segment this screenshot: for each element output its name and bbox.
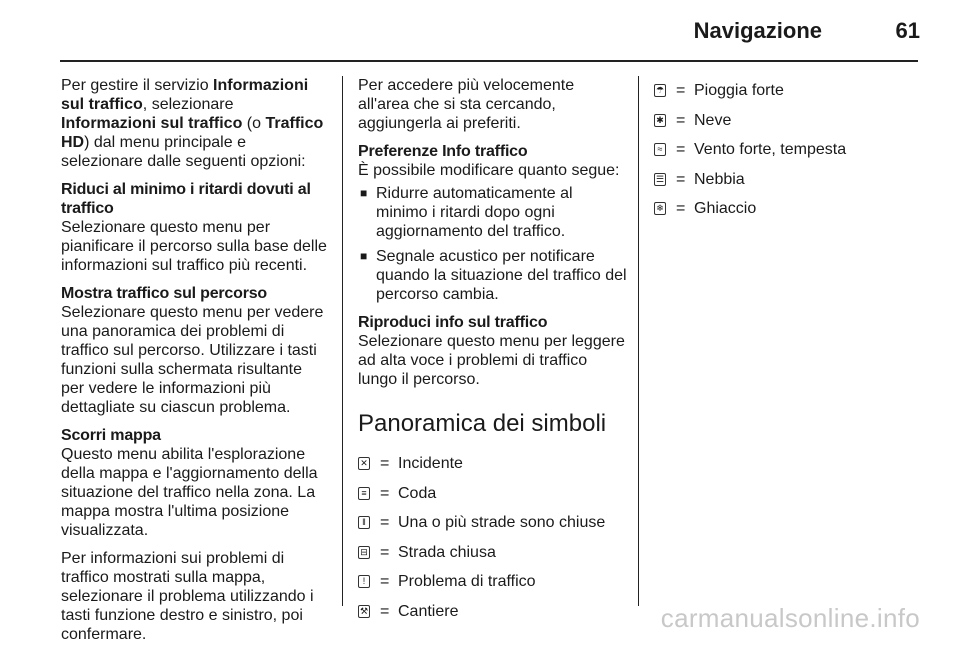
fog-icon: ☰ <box>655 173 665 184</box>
section-heading: Riproduci info sul traffico <box>358 314 548 331</box>
symbol-row: ‖ = Una o più strade sono chiuse <box>358 508 628 538</box>
column-1 <box>61 76 329 653</box>
menu-ref-traffic-info-2: Informazioni sul traffico <box>61 115 243 132</box>
column-3 <box>654 76 924 224</box>
symbol-row: ⚒ = Cantiere <box>359 602 459 620</box>
warning-icon: ! <box>358 575 370 588</box>
symbol-row: ≈ = Vento forte, tempesta <box>654 135 924 165</box>
symbol-label: Pioggia forte <box>694 82 784 100</box>
symbol-label: Coda <box>398 484 437 502</box>
header-divider <box>60 60 918 62</box>
page-title: Navigazione <box>693 18 822 43</box>
intro-paragraph: Per gestire il servizio Informazioni sul traffico, selezionare Informazioni sul traffico (o Traffico HD) dal menu principale e selezionare dalle seguenti opzioni: <box>61 77 324 170</box>
bullet-icon: ■ <box>360 249 368 263</box>
symbol-label: Una o più strade sono chiuse <box>398 514 606 532</box>
section-show-traffic <box>61 284 329 417</box>
section-body: Selezionare questo menu per vedere una panoramica dei problemi di traffico sul percorso. Utilizzare i tasti funzioni sulla schermata risultante per vedere le informazioni più dettagliate su ciascun problema. <box>61 304 324 416</box>
preferences-list <box>358 184 628 304</box>
symbol-row: ☂ = Pioggia forte <box>655 82 784 100</box>
weather-symbols-list <box>654 76 924 224</box>
symbol-row: ☰ = Nebbia <box>655 170 745 188</box>
section-minimize-delays <box>61 180 329 275</box>
symbol-label: Vento forte, tempesta <box>694 141 847 159</box>
roadworks-icon: ⚒ <box>359 605 369 616</box>
watermark: carmanualsonline.info <box>660 603 920 633</box>
section-body: Selezionare questo menu per pianificare il percorso sulla base delle informazioni sul traffico più recenti. <box>61 219 327 274</box>
list-item: ■ Segnale acustico per notificare quando la situazione del traffico del percorso cambia. <box>360 248 627 303</box>
symbols-list <box>358 449 628 626</box>
symbol-row: ❄ = Ghiaccio <box>654 194 924 224</box>
symbol-label: Nebbia <box>694 170 745 188</box>
menu-ref-traffic-info: Informazioni sul traffico <box>61 77 309 113</box>
snow-icon: ✱ <box>654 114 666 127</box>
section-body: Questo menu abilita l'esplorazione della mappa e l'aggiornamento della situazione del traffico nella zona. La mappa mostra l'ultima posizione visualizzata. <box>61 446 318 539</box>
queue-icon: ≡ <box>358 487 370 500</box>
section-heading: Riduci al minimo i ritardi dovuti al traffico <box>61 181 311 217</box>
section-play-traffic-info <box>358 313 628 389</box>
section-body: Selezionare questo menu per leggere ad alta voce i problemi di traffico lungo il percorso. <box>358 333 625 388</box>
symbol-label: Ghiaccio <box>694 200 757 218</box>
symbol-row: ✱ = Neve <box>654 106 924 136</box>
section-traffic-preferences <box>358 142 628 304</box>
road-closed-icon: ⊟ <box>358 546 370 559</box>
lanes-closed-icon: ‖ <box>358 516 370 529</box>
symbol-label: Problema di traffico <box>398 573 536 591</box>
heavy-rain-icon: ☂ <box>655 85 665 96</box>
symbol-label: Incidente <box>398 455 463 473</box>
column-divider-1 <box>342 76 343 606</box>
symbol-row: ≡ = Coda <box>358 479 628 509</box>
favorites-paragraph: Per accedere più velocemente all'area che si sta cercando, aggiungerla ai preferiti. <box>358 77 575 132</box>
accident-icon: ✕ <box>358 457 370 470</box>
ice-icon: ❄ <box>654 202 666 215</box>
section-heading: Preferenze Info traffico <box>358 143 528 160</box>
symbol-label: Neve <box>694 111 732 129</box>
section-body: È possibile modificare quanto segue: <box>358 162 620 179</box>
symbols-section-title: Panoramica dei simboli <box>358 410 607 437</box>
symbol-row: ✕ = Incidente <box>358 449 628 479</box>
column-2 <box>358 76 628 626</box>
section-scroll-map <box>61 426 329 540</box>
symbol-row: ⊟ = Strada chiusa <box>358 538 628 568</box>
menu-ref-traffic-hd: Traffico HD <box>61 115 324 151</box>
symbol-row: ! = Problema di traffico <box>358 567 628 597</box>
storm-icon: ≈ <box>654 143 666 156</box>
section-heading: Mostra traffico sul percorso <box>61 285 268 302</box>
symbol-label: Cantiere <box>398 602 459 620</box>
closing-paragraph: Per informazioni sui problemi di traffico mostrati sulla mappa, selezionare il problema utilizzando i tasti funzione destro e sinistro, poi confermare. <box>61 550 314 643</box>
page-number: 61 <box>895 18 920 43</box>
section-heading: Scorri mappa <box>61 427 161 444</box>
bullet-icon: ■ <box>360 186 368 200</box>
symbol-label: Strada chiusa <box>398 543 496 561</box>
list-item: ■ Ridurre automaticamente al minimo i ritardi dopo ogni aggiornamento del traffico. <box>360 185 573 240</box>
column-divider-2 <box>638 76 639 606</box>
